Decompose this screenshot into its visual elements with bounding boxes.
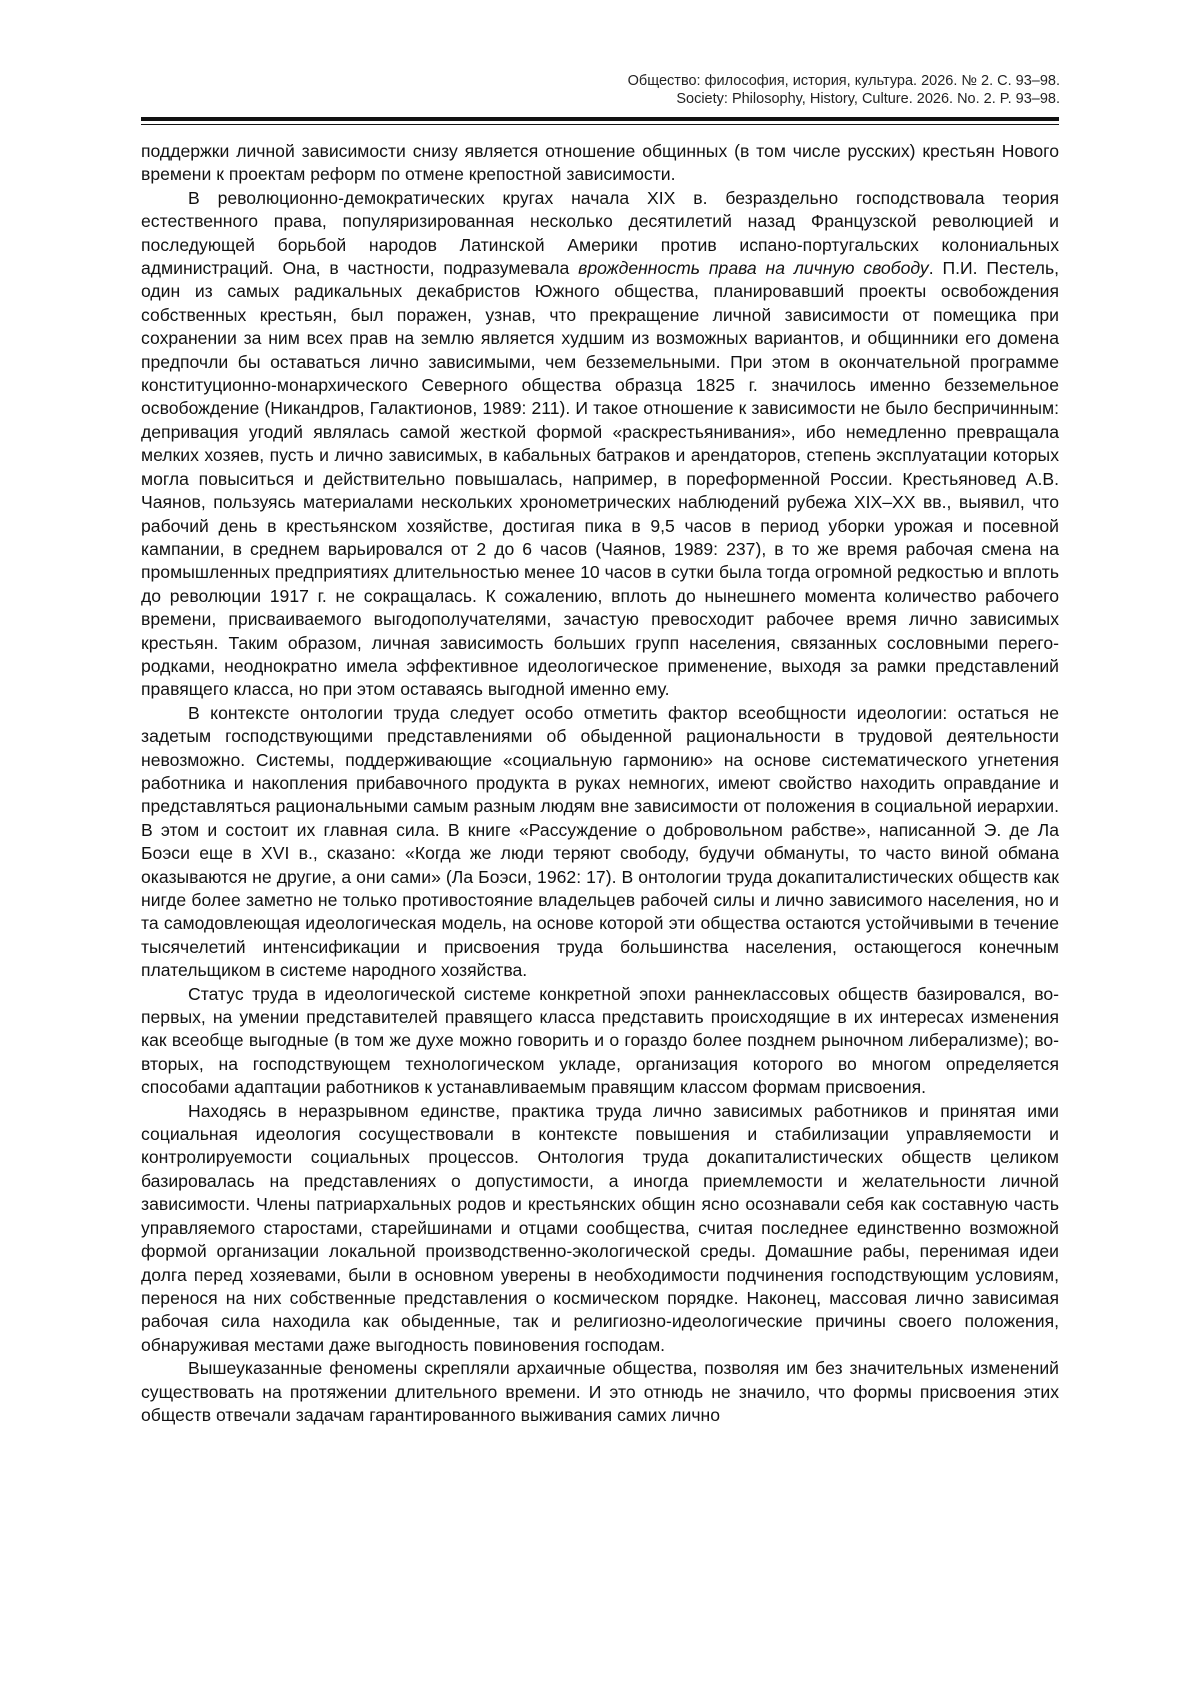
paragraph-natural-law-start: В революционно-демократических кругах начала XIX в. безраздельно господствовала теория естественного права, популяризированная несколько десятилетий назад Французской революцией и последующей борьбой народов Латинской Америки против испано-португальских колониальных администраций. Она, в частности, подразумевала — [141, 187, 1059, 279]
header-divider-thick — [141, 117, 1059, 121]
running-header-en: Society: Philosophy, History, Culture. 2026. No. 2. P. 93–98. — [676, 91, 1060, 107]
article-body — [141, 140, 1059, 1427]
running-header — [628, 72, 1060, 108]
emphasis-innate-right: врожденность права на личную свободу — [578, 258, 929, 279]
paragraph-dependent-workers: Находясь в неразрывном единстве, практика труда лично зависимых работников и принятая ими социальная идеология сосуществовали в контексте повышения и стабилизации управляемости и контролируемости социальных процессов. Онтология труда докапиталистических обществ целиком базировалась на представлениях о допустимости, а иногда приемлемости и желательности личной зависимости. Члены патриархальных родов и крестьянских общин ясно осознавали себя как составную часть управляемого старостами, старейшинами и отцами сообщества, считая последнее единственно возможной формой организации локальной производственно-экологической среды. Домашние рабы, перенимая идеи долга перед хозяевами, были в основном уверены в необходимости подчинения господствующим условиям, перенося на них собственные представления о космическом порядке. Наконец, массовая лично зависимая рабочая сила находила как обыденные, так и религиозно-идеологические причины своего положения, обнаруживая местами даже выгодность повиновения господам. — [141, 1100, 1059, 1355]
paragraph-labor-status: Статус труда в идеологической системе конкретной эпохи раннеклассовых обществ базировался, во-первых, на умении представителей правящего класса представить происходящие в их интересах изменения как всеобще выгодные (в том же духе можно говорить и о гораздо более позднем рыночном либерализме); во-вторых, на господствующем технологическом укладе, организация которого во многом определяется способами адаптации работников к устанавливаемым правящим классом формам присвоения. — [141, 983, 1059, 1098]
paragraph-natural-law-rest: . П.И. Пестель, один из самых радикальных декабристов Южного общества, планировавший проекты освобождения собственных крестьян, был поражен, узнав, что прекращение личной зависимости от помещика при сохранении за ним всех прав на землю является худшим из возможных вариантов, и общинники его домена предпочли бы оставаться лично зависимыми, чем безземельными. При этом в окончательной программе конституционно-монархического Северного общества образца 1825 г. значилось именно безземельное освобождение (Никандров, Галактионов, 1989: 211). И такое отношение к зависимости не было беспричинным: депривация угодий являлась самой жесткой формой «раскрестьянивания», ибо немедленно превращала мелких хозяев, пусть и лично зависимых, в кабальных батраков и арендаторов, степень эксплуатации которых могла повыситься и действительно повышалась, например, в пореформенной России. Крестьяновед А.В. Чаянов, пользуясь материалами нескольких хронометрических наблюдений рубежа XIX–XX вв., выявил, что рабочий день в крестьянском хозяйстве, достигая пика в 9,5 часов в период уборки урожая и посевной кампании, в среднем варьировался от 2 до 6 часов (Чаянов, 1989: 237), в то же время рабочая смена на промышленных предприятиях длительностью менее 10 часов в сутки была тогда огромной редкостью и вплоть до революции 1917 г. не сокращалась. К сожалению, вплоть до нынешнего момента количество рабочего времени, присваиваемого выгодополучателями, зачастую превосходит рабочее время лично зависимых крестьян. Таким образом, личная зависимость больших групп населения, связанных сословными перегородками, неоднократно имела эффективное идеологическое применение, выходя за рамки представлений правящего класса, но при этом оставаясь выгодной именно ему. — [141, 258, 1060, 700]
paragraph-ideology-universality: В контексте онтологии труда следует особо отметить фактор всеобщности идеологии: остаться не задетым господствующими представлениями об обыденной рациональности в трудовой деятельности невозможно. Системы, поддерживающие «социальную гармонию» на основе систематического угнетения работника и накопления прибавочного продукта в руках немногих, имеют свойство находить оправдание и представляться рациональными самым разным людям вне зависимости от положения в социальной иерархии. В этом и состоит их главная сила. В книге «Рассуждение о добровольном рабстве», написанной Э. де Ла Боэси еще в XVI в., сказано: «Когда же люди теряют свободу, будучи обмануты, то часто виной обмана оказываются не другие, а они сами» (Ла Боэси, 1962: 17). В онтологии труда докапиталистических обществ как нигде более заметно не только противостояние владельцев рабочей силы и лично зависимого населения, но и та самодовлеющая идеологическая модель, на основе которой эти общества остаются устойчивыми в течение тысячелетий интенсификации и присвоения труда большинства населения, остающегося конечным плательщиком в системе народного хозяйства. — [141, 702, 1059, 981]
paragraph-archaic-societies: Вышеуказанные феномены скрепляли архаичные общества, позволяя им без значительных изменений существовать на протяжении длительного времени. И это отнюдь не значило, что формы присвоения этих обществ отвечали задачам гарантированного выживания самих лично — [141, 1358, 1059, 1425]
paragraph-natural-law — [141, 187, 1059, 702]
paragraph-continuation: поддержки личной зависимости снизу является отношение общинных (в том числе русских) крестьян Нового времени к проектам реформ по отмене крепостной зависимости. — [141, 141, 1059, 185]
running-header-ru: Общество: философия, история, культура. 2026. № 2. С. 93–98. — [627, 73, 1060, 89]
header-divider-thin — [141, 124, 1059, 125]
